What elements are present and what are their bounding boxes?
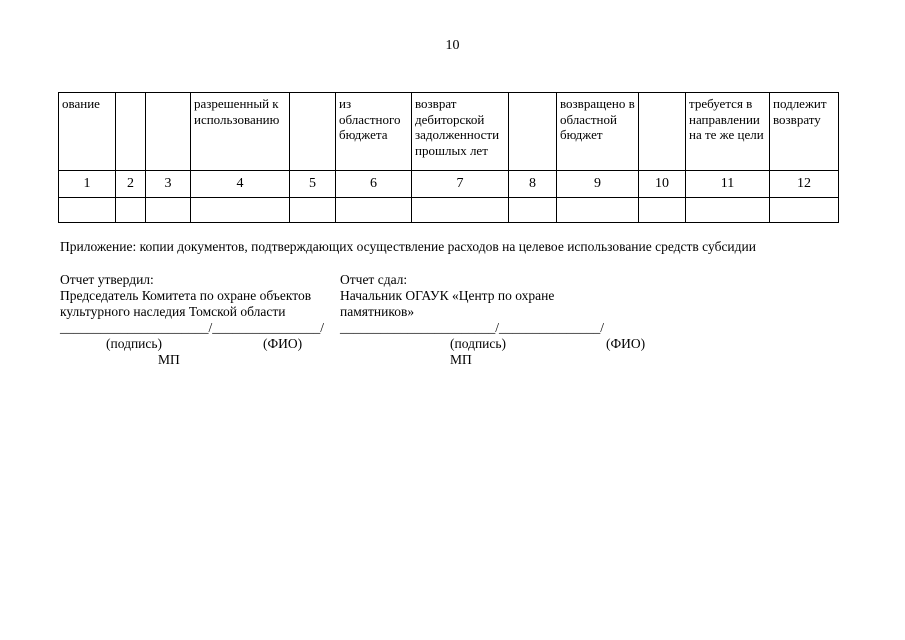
column-number-cell: 5 <box>290 171 336 198</box>
submitted-signature-block <box>340 272 660 368</box>
approved-stamp-row <box>60 352 335 368</box>
header-cell: возврат дебиторской задолженности прошлых лет <box>412 93 509 171</box>
header-cell <box>146 93 191 171</box>
table-cell <box>59 198 116 223</box>
table-cell <box>191 198 290 223</box>
submitted-label: Отчет сдал: <box>340 272 408 287</box>
signature-caption: (подпись) <box>450 336 507 351</box>
submitted-position-line: Начальник ОГАУК «Центр по охране <box>340 288 555 303</box>
table-header-row <box>59 93 839 171</box>
table-cell <box>639 198 686 223</box>
column-number-cell: 9 <box>557 171 639 198</box>
stamp-mark: МП <box>450 352 472 367</box>
appendix-note: Приложение: копии документов, подтверждающих осуществление расходов на целевое использование средств субсидии <box>60 239 756 254</box>
header-cell <box>509 93 557 171</box>
approved-signature-line: ______________________/________________/ <box>60 320 325 335</box>
column-number-cell: 10 <box>639 171 686 198</box>
approved-position-line: Председатель Комитета по охране объектов <box>60 288 312 303</box>
approved-captions <box>60 336 335 352</box>
approved-signature-block <box>60 272 335 368</box>
name-caption: (ФИО) <box>606 336 646 351</box>
header-cell: из областного бюджета <box>336 93 412 171</box>
name-caption: (ФИО) <box>263 336 303 351</box>
column-number-cell: 3 <box>146 171 191 198</box>
signature-caption: (подпись) <box>106 336 163 351</box>
column-number-cell: 4 <box>191 171 290 198</box>
column-number-cell: 6 <box>336 171 412 198</box>
header-cell: ование <box>59 93 116 171</box>
column-number-cell: 1 <box>59 171 116 198</box>
approved-position-line: культурного наследия Томской области <box>60 304 286 319</box>
column-number-cell: 8 <box>509 171 557 198</box>
table-cell <box>509 198 557 223</box>
table-cell <box>557 198 639 223</box>
column-number-cell: 11 <box>686 171 770 198</box>
table-cell <box>686 198 770 223</box>
column-number-cell: 12 <box>770 171 839 198</box>
page-number: 10 <box>445 38 460 53</box>
column-number-cell: 2 <box>116 171 146 198</box>
table-cell <box>116 198 146 223</box>
table-cell <box>770 198 839 223</box>
table-cell <box>412 198 509 223</box>
table-row <box>59 198 839 223</box>
table-cell <box>290 198 336 223</box>
header-cell: подлежит возврату <box>770 93 839 171</box>
column-number-cell: 7 <box>412 171 509 198</box>
submitted-stamp-row <box>340 352 660 368</box>
header-cell <box>639 93 686 171</box>
approved-label: Отчет утвердил: <box>60 272 154 287</box>
table-cell <box>146 198 191 223</box>
report-table <box>58 92 839 223</box>
header-cell <box>116 93 146 171</box>
header-cell: разрешенный к использованию <box>191 93 290 171</box>
table-column-numbers-row <box>59 171 839 198</box>
header-cell: требуется в направлении на те же цели <box>686 93 770 171</box>
submitted-captions <box>340 336 660 352</box>
submitted-position-line: памятников» <box>340 304 415 319</box>
submitted-signature-line: _______________________/_______________/ <box>340 320 605 335</box>
stamp-mark: МП <box>158 352 180 367</box>
table-cell <box>336 198 412 223</box>
header-cell <box>290 93 336 171</box>
header-cell: возвращено в областной бюджет <box>557 93 639 171</box>
